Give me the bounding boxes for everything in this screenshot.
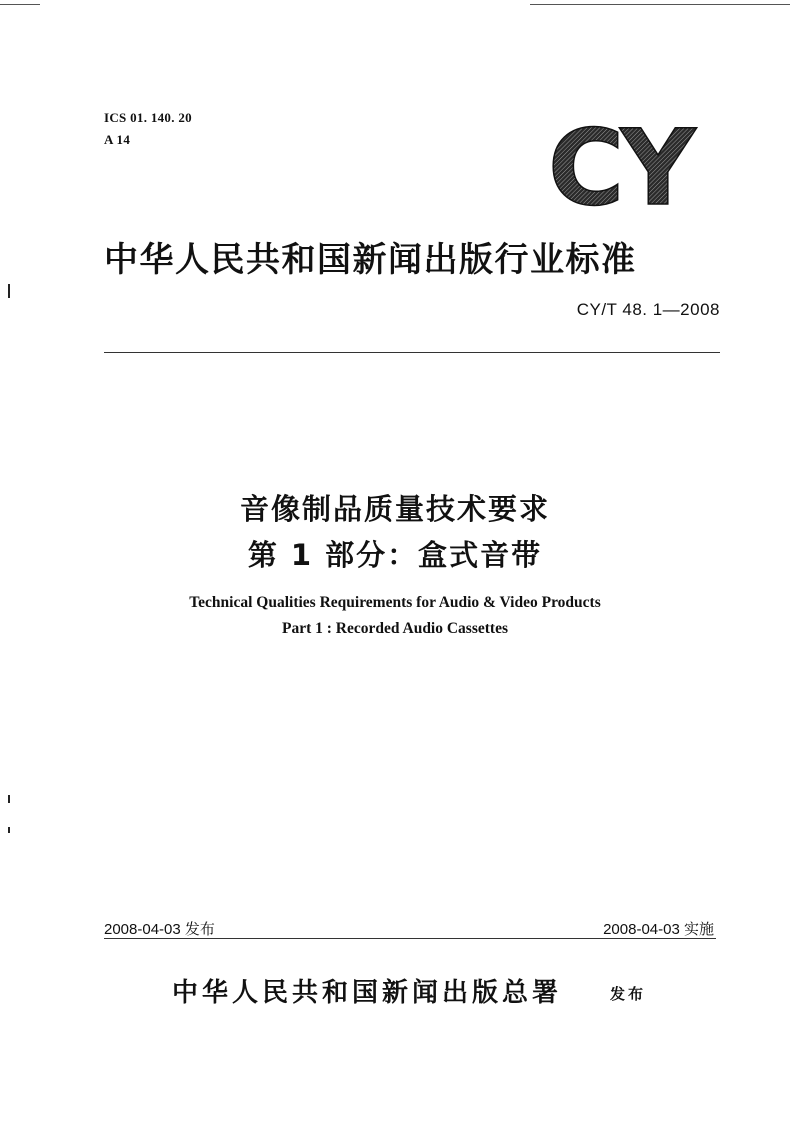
- implement-date: 2008-04-03 实施: [603, 921, 714, 938]
- scan-mark: [8, 284, 10, 298]
- scan-edge-line: [0, 4, 40, 5]
- title-en-line2: Part 1 : Recorded Audio Cassettes: [281, 620, 508, 637]
- scan-mark: [8, 795, 10, 803]
- cy-logo: [548, 124, 708, 210]
- header-divider: [104, 352, 720, 353]
- scan-mark: [8, 827, 10, 833]
- footer-divider: [104, 938, 716, 939]
- title-cn-line2: 第 1 部分：盒式音带: [247, 538, 543, 572]
- classification-codes: [104, 107, 192, 151]
- issuer-suffix: 发布: [610, 985, 647, 1003]
- scan-edge-line: [530, 4, 790, 5]
- release-date: 2008-04-03 发布: [104, 921, 215, 938]
- issuer: 中华人民共和国新闻出版总署: [172, 978, 563, 1008]
- title-en-line1: Technical Qualities Requirements for Audio & Video Products: [189, 594, 601, 611]
- ics-code: ICS 01. 140. 20: [104, 110, 192, 125]
- title-cn-line1: 音像制品质量技术要求: [239, 492, 550, 526]
- class-code: A 14: [104, 132, 131, 147]
- logo-text: CY: [548, 124, 692, 210]
- standard-number: CY/T 48. 1—2008: [576, 300, 720, 319]
- standard-category: 中华人民共和国新闻出版行业标准: [104, 240, 637, 280]
